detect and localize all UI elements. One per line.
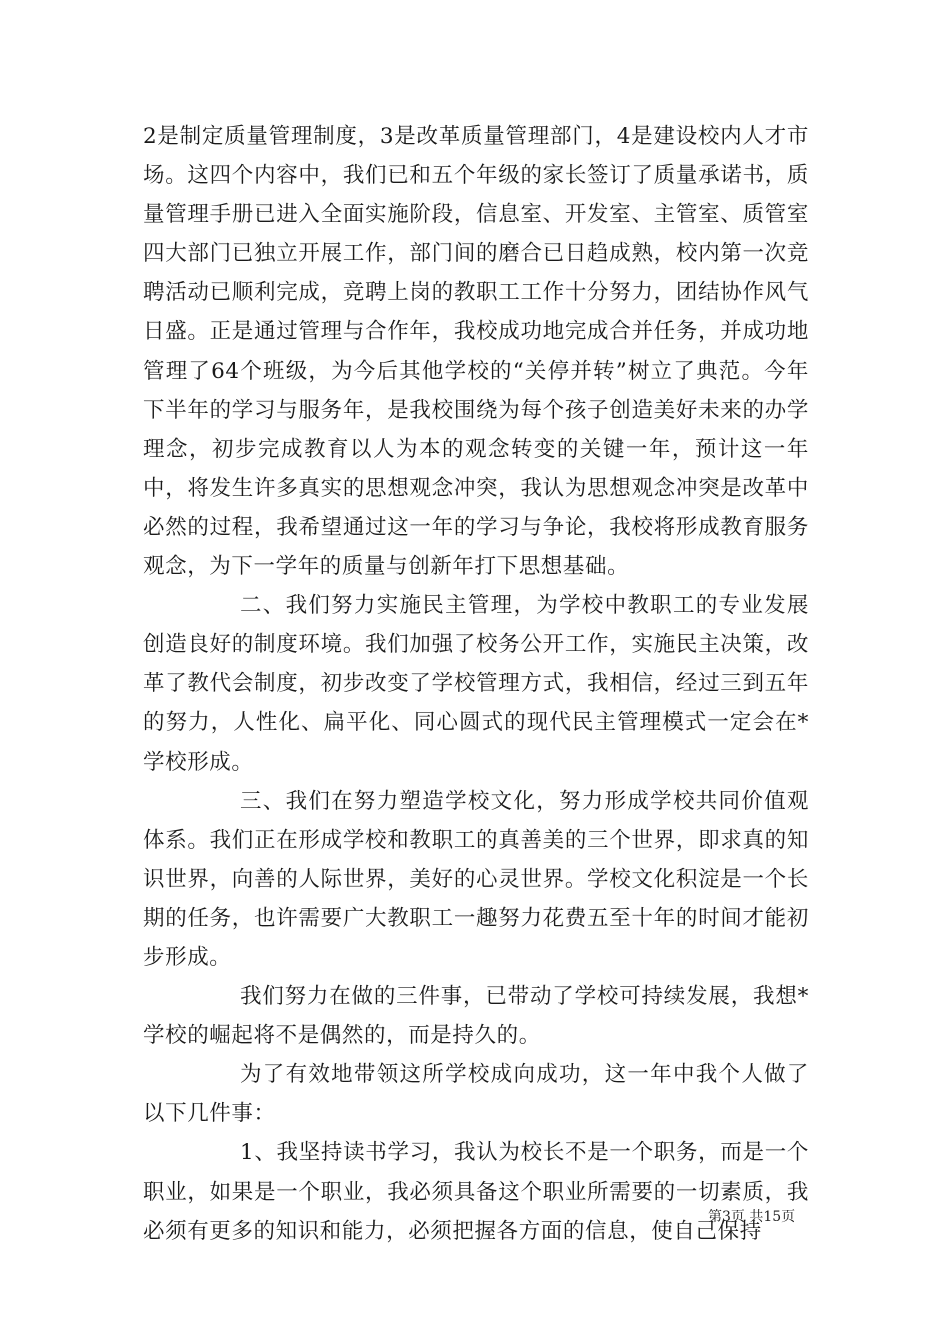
page-number-footer: 第3页 共15页 xyxy=(708,1209,796,1225)
paragraph-2: 二、我们努力实施民主管理，为学校中教职工的专业发展创造良好的制度环境。我们加强了校务公开工作，实施民主决策，改革了教代会制度，初步改变了学校管理方式，我相信，经过三到五年的努力，人性化、扁平化、同心圆式的现代民主管理模式一定会在*学校形成。 xyxy=(143,593,809,775)
paragraph-4: 我们努力在做的三件事，已带动了学校可持续发展，我想*学校的崛起将不是偶然的，而是持久的。 xyxy=(143,984,809,1049)
document-body xyxy=(143,117,809,1251)
paragraph-6: 1、我坚持读书学习，我认为校长不是一个职务，而是一个职业，如果是一个职业，我必须具备这个职业所需要的一切素质，我必须有更多的知识和能力，必须把握各方面的信息，使自己保持 xyxy=(143,1140,809,1244)
paragraph-1: 2是制定质量管理制度，3是改革质量管理部门，4是建设校内人才市场。这四个内容中，我们已和五个年级的家长签订了质量承诺书，质量管理手册已进入全面实施阶段，信息室、开发室、主管室、质管室四大部门已独立开展工作，部门间的磨合已日趋成熟，校内第一次竞聘活动已顺利完成，竞聘上岗的教职工工作十分努力，团结协作风气日盛。正是通过管理与合作年，我校成功地完成合并任务，并成功地管理了64个班级，为今后其他学校的“关停并转”树立了典范。今年下半年的学习与服务年，是我校围绕为每个孩子创造美好未来的办学理念，初步完成教育以人为本的观念转变的关键一年，预计这一年中，将发生许多真实的思想观念冲突，我认为思想观念冲突是改革中必然的过程，我希望通过这一年的学习与争论，我校将形成教育服务观念，为下一学年的质量与创新年打下思想基础。 xyxy=(143,124,809,580)
paragraph-5: 为了有效地带领这所学校成向成功，这一年中我个人做了以下几件事： xyxy=(143,1062,809,1127)
paragraph-3: 三、我们在努力塑造学校文化，努力形成学校共同价值观体系。我们正在形成学校和教职工的真善美的三个世界，即求真的知识世界，向善的人际世界，美好的心灵世界。学校文化积淀是一个长期的任务，也许需要广大教职工一趣努力花费五至十年的时间才能初步形成。 xyxy=(143,788,809,970)
